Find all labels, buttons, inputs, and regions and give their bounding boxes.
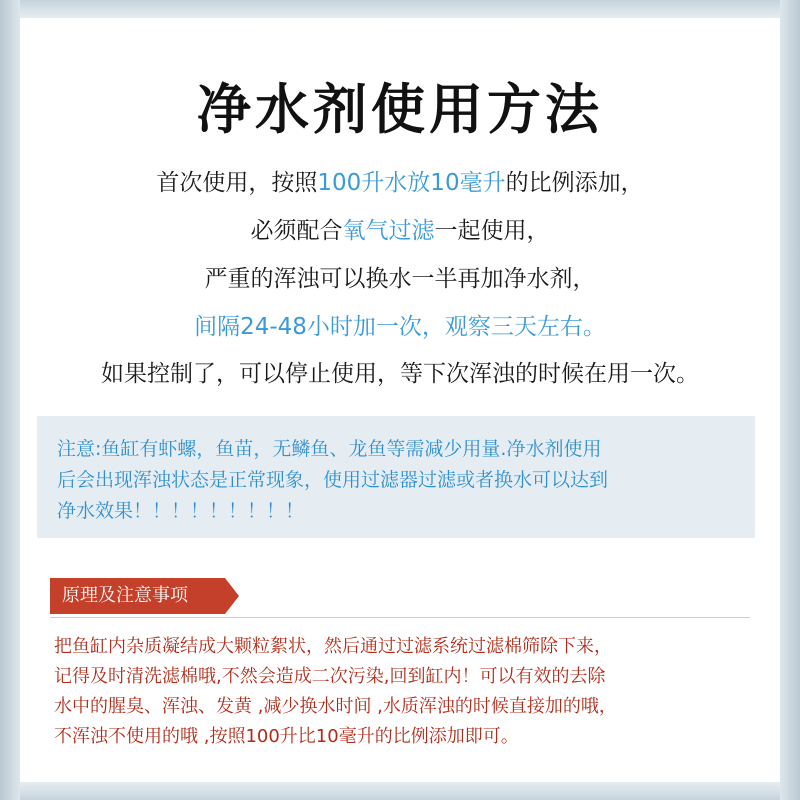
note-line-2: 后会出现浑浊状态是正常现象，使用过滤器过滤或者换水可以达到 [57,469,609,491]
principle-line-2: 记得及时清洗滤棉哦,不然会造成二次污染,回到缸内！可以有效的去除 [54,666,606,687]
principle-line-1: 把鱼缸内杂质凝结成大颗粒絮状，然后通过过滤系统过滤棉筛除下来， [54,636,612,657]
note-box [37,416,755,538]
instruction-text: 必须配合 [250,218,343,244]
instruction-line-1 [0,166,800,200]
instruction-highlight: 氧气过滤 [342,218,435,244]
instruction-line-5: 如果控制了，可以停止使用，等下次浑浊的时候在用一次。 [101,361,699,387]
frame-bottom [0,782,800,800]
note-line-3: 净水效果！！！！！！！！！ [57,500,305,522]
instruction-line-4: 间隔24-48小时加一次，观察三天左右。 [194,314,606,340]
instruction-line-3: 严重的浑浊可以换水一半再加净水剂， [204,266,596,292]
instruction-text: 一起使用， [434,218,550,244]
section-tag: 原理及注意事项 [50,578,225,614]
instruction-text: 的比例添加， [505,170,644,196]
principle-line-4: 不浑浊不使用的哦 ,按照100升比10毫升的比例添加即可。 [54,726,519,747]
principle-line-3: 水中的腥臭、浑浊、发黄 ,减少换水时间 ,水质浑浊的时候直接加的哦， [54,696,617,717]
section-divider [50,617,750,618]
instruction-line-2 [0,214,800,248]
frame-top [0,0,800,18]
note-line-1: 注意:鱼缸有虾螺，鱼苗，无鳞鱼、龙鱼等需减少用量.净水剂使用 [57,438,602,460]
instruction-text: 首次使用，按照 [156,170,318,196]
instruction-highlight: 100升水放10毫升 [317,170,506,196]
page-title: 净水剂使用方法 [197,78,603,141]
principle-text [54,632,754,752]
